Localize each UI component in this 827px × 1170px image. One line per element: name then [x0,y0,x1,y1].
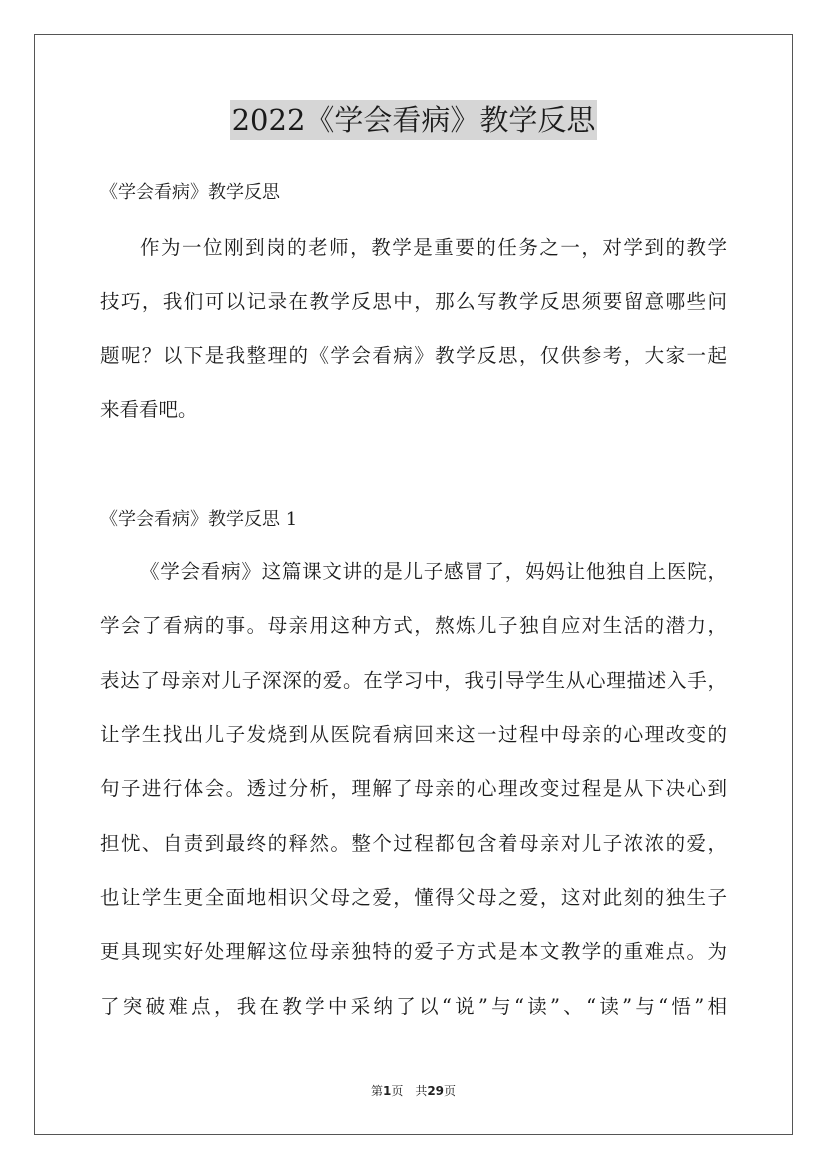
page-current: 1 [382,1084,392,1098]
section-line: 担忧、自责到最终的释然。整个过程都包含着母亲对儿子浓浓的爱， [100,832,727,855]
section-heading: 《学会看病》教学反思 1 [100,509,298,530]
document-title-text: 2022《学会看病》教学反思 [230,100,598,140]
intro-line: 来看看吧。 [100,398,198,421]
page-total: 29 [427,1084,445,1098]
document-title [0,100,827,140]
section-line: 让学生找出儿子发烧到从医院看病回来这一过程中母亲的心理改变的 [100,723,727,746]
section-line: 句子进行体会。透过分析，理解了母亲的心理改变过程是从下决心到 [100,777,727,800]
section-line: 学会了看病的事。母亲用这种方式，熬炼儿子独自应对生活的潜力， [100,614,727,637]
intro-line: 技巧，我们可以记录在教学反思中，那么写教学反思须要留意哪些问 [100,290,727,313]
section-line: 了突破难点，我在教学中采纳了以“说”与“读”、“读”与“悟”相 [100,995,727,1018]
intro-line: 作为一位刚到岗的老师，教学是重要的任务之一，对学到的教学 [140,236,727,259]
intro-heading: 《学会看病》教学反思 [100,182,280,203]
page-prefix: 第 [370,1084,383,1098]
page-footer [0,1083,827,1099]
section-line: 表达了母亲对儿子深深的爱。在学习中，我引导学生从心理描述入手， [100,669,727,692]
section-line: 更具现实好处理解这位母亲独特的爱子方式是本文教学的重难点。为 [100,940,727,963]
intro-line: 题呢？以下是我整理的《学会看病》教学反思，仅供参考，大家一起 [100,344,727,367]
section-line: 《学会看病》这篇课文讲的是儿子感冒了，妈妈让他独自上医院， [140,560,727,583]
section-line: 也让学生更全面地相识父母之爱，懂得父母之爱，这对此刻的独生子 [100,886,727,909]
page-mid: 页 共 [391,1084,428,1098]
page-suffix: 页 [444,1084,457,1098]
